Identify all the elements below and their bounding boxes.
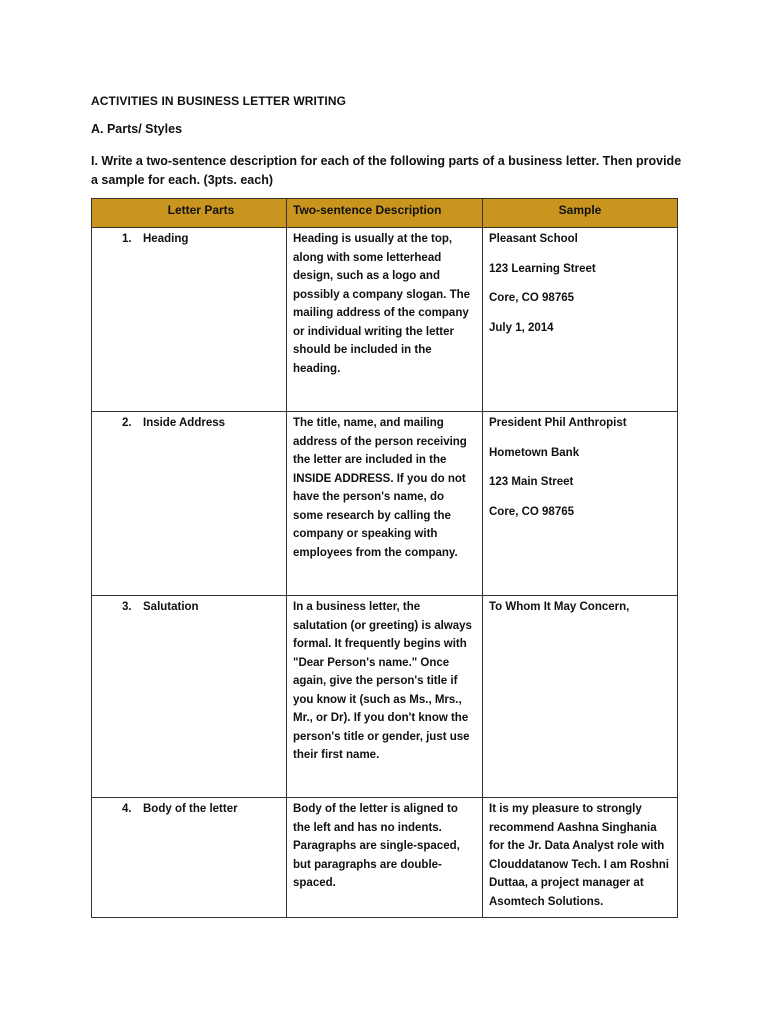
header-letter-parts: Letter Parts	[92, 199, 287, 228]
letter-part-cell	[92, 412, 287, 596]
section-heading: A. Parts/ Styles	[91, 122, 183, 136]
sample-line: Core, CO 98765	[489, 505, 575, 518]
description-cell: Body of the letter is aligned to the left and has no indents. Paragraphs are single-spaced, but paragraphs are double-spaced.	[287, 798, 483, 918]
sample-cell	[483, 412, 678, 596]
letter-part-cell	[92, 228, 287, 412]
letter-part-cell	[92, 596, 287, 798]
table-row	[92, 596, 678, 798]
sample-line: President Phil Anthropist	[489, 417, 627, 429]
sample-line: Core, CO 98765	[489, 292, 575, 304]
letter-parts-table	[91, 198, 678, 918]
sample-paragraph: It is my pleasure to strongly recommend Aashna Singhania for the Jr. Data Analyst role with Clouddatanow Tech. I am Roshni Duttaa, a project manager at Asomtech Solutions.	[489, 803, 669, 908]
table-row	[92, 412, 678, 596]
sample-line: July 1, 2014	[489, 321, 554, 334]
sample-line: Pleasant School	[489, 233, 578, 245]
description-cell: Heading is usually at the top, along with some letterhead design, such as a logo and possibly a company slogan. The mailing address of the company or individual writing the letter should be included in the heading.	[287, 228, 483, 412]
sample-line: 123 Main Street	[489, 476, 574, 488]
letter-part-cell	[92, 798, 287, 918]
letter-part-name: Salutation	[143, 601, 199, 613]
table-row	[92, 798, 678, 918]
letter-part-name: Body of the letter	[143, 803, 238, 815]
row-number: 4.	[122, 803, 132, 815]
letter-part-name: Inside Address	[143, 417, 226, 429]
sample-cell	[483, 228, 678, 412]
letter-part-name: Heading	[143, 233, 189, 245]
description-cell: The title, name, and mailing address of the person receiving the letter are included in the INSIDE ADDRESS. If you do not have the person's name, do some research by calling the company or speaking with employees from the company.	[287, 412, 483, 596]
description-cell: In a business letter, the salutation (or greeting) is always formal. It frequently begins with "Dear Person's name." Once again, give the person's title if you know it (such as Ms., Mrs., Mr., or Dr). If you don't know the person's title or gender, just use their first name.	[287, 596, 483, 798]
table-row	[92, 228, 678, 412]
sample-line: To Whom It May Concern,	[489, 601, 630, 613]
row-number: 1.	[122, 233, 132, 245]
row-number: 2.	[122, 417, 132, 429]
header-description: Two-sentence Description	[287, 199, 483, 228]
instruction-text: I. Write a two-sentence description for each of the following parts of a business letter. Then provide a sample for each. (3pts. each)	[91, 154, 682, 187]
table-header-row	[92, 199, 678, 228]
row-number: 3.	[122, 601, 132, 613]
header-sample: Sample	[483, 199, 678, 228]
sample-cell	[483, 798, 678, 918]
sample-line: 123 Learning Street	[489, 262, 596, 275]
sample-cell	[483, 596, 678, 798]
sample-line: Hometown Bank	[489, 446, 580, 459]
document-title: ACTIVITIES IN BUSINESS LETTER WRITING	[91, 94, 347, 108]
